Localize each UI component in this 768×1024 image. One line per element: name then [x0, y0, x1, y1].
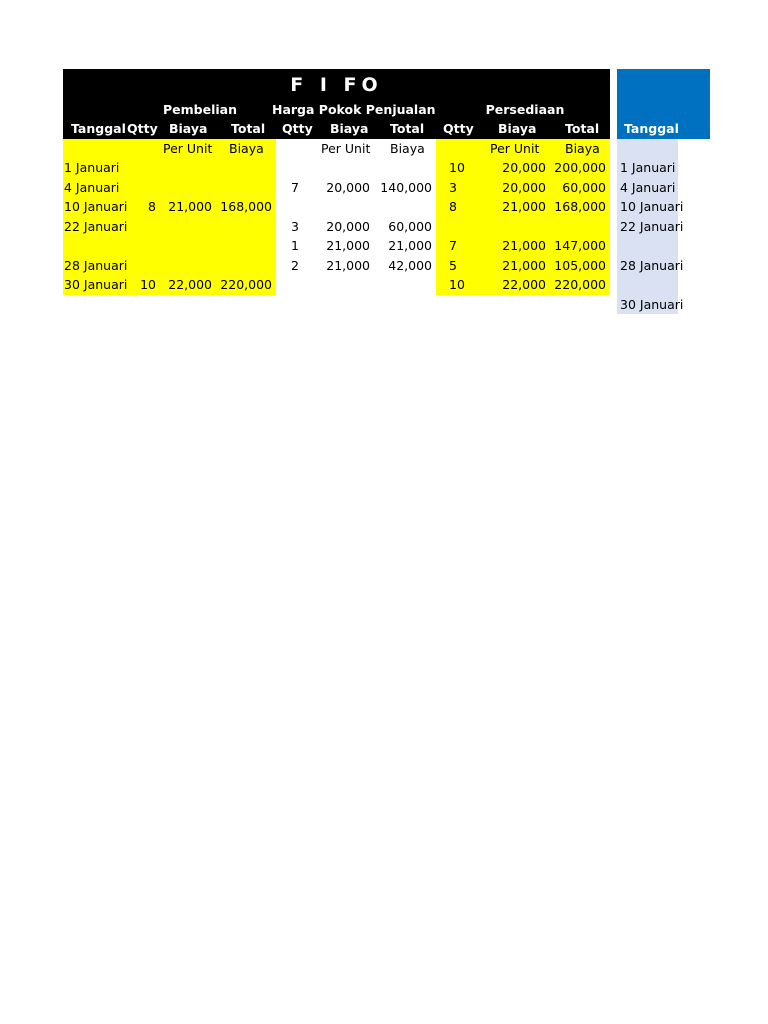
cell-pembelian-total: [216, 178, 272, 197]
col-header-h-biaya: Biaya: [330, 121, 369, 136]
cell-hpp-total: [376, 158, 432, 177]
cell-tanggal: 30 Januari: [64, 277, 128, 292]
col-header-right-tanggal: Tanggal: [624, 121, 679, 136]
cell-pembelian-per-unit: 22,000: [168, 277, 212, 292]
cell-persediaan-per-unit: [492, 217, 546, 236]
cell-persediaan-total: 168,000: [554, 199, 606, 214]
cell-hpp-per-unit: [320, 197, 370, 216]
cell-hpp-total: 140,000: [380, 179, 432, 195]
col-header-tanggal: Tanggal: [71, 121, 126, 136]
col-header-s-qtty: Qtty: [443, 121, 474, 136]
cell-pembelian-qtty: [120, 236, 156, 255]
cell-persediaan-qtty: 5: [449, 257, 457, 273]
cell-pembelian-total: 168,000: [220, 199, 272, 214]
cell-pembelian-qtty: [120, 295, 156, 314]
cell-persediaan-total: 220,000: [554, 277, 606, 292]
subheader-h-biaya: Biaya: [390, 141, 425, 156]
cell-persediaan-total: [550, 217, 606, 236]
cell-pembelian-qtty: [120, 158, 156, 177]
cell-persediaan-per-unit: 21,000: [502, 238, 546, 253]
subheader-s-per-unit: Per Unit: [490, 141, 540, 156]
cell-hpp-total: 60,000: [388, 218, 432, 234]
cell-hpp-per-unit: [320, 275, 370, 294]
cell-persediaan-per-unit: 20,000: [502, 179, 546, 195]
subheader-s-biaya: Biaya: [565, 141, 600, 156]
col-header-s-total: Total: [565, 121, 600, 136]
cell-tanggal: 22 Januari: [64, 218, 128, 234]
cell-persediaan-total: 147,000: [554, 238, 606, 253]
cell-hpp-qtty: 1: [291, 238, 299, 253]
cell-pembelian-qtty: 8: [148, 199, 156, 214]
cell-pembelian-total: [216, 158, 272, 177]
subheader-p-per-unit: Per Unit: [163, 141, 213, 156]
cell-hpp-total: 42,000: [388, 257, 432, 273]
cell-persediaan-qtty: 10: [449, 160, 465, 175]
cell-persediaan-per-unit: [492, 295, 546, 314]
cell-tanggal: 4 Januari: [64, 179, 120, 195]
cell-tanggal: 28 Januari: [64, 257, 128, 273]
cell-persediaan-per-unit: 20,000: [502, 160, 546, 175]
cell-pembelian-qtty: [120, 178, 156, 197]
cell-pembelian-per-unit: [160, 236, 212, 255]
cell-tanggal: 1 Januari: [64, 160, 120, 175]
cell-hpp-per-unit: 20,000: [326, 179, 370, 195]
sheet-title: F I FO: [290, 74, 383, 96]
cell-pembelian-total: 220,000: [220, 277, 272, 292]
cell-pembelian-total: [216, 256, 272, 275]
col-header-h-qtty: Qtty: [282, 121, 313, 136]
cell-hpp-qtty: 7: [291, 179, 299, 195]
subheader-h-per-unit: Per Unit: [321, 141, 371, 156]
cell-persediaan-qtty: 8: [449, 199, 457, 214]
cell-hpp-total: [376, 295, 432, 314]
cell-persediaan-total: 105,000: [554, 257, 606, 273]
cell-tanggal: 10 Januari: [64, 199, 128, 214]
group-header-hpp: Harga Pokok Penjualan: [272, 102, 436, 117]
col-header-p-total: Total: [231, 121, 266, 136]
cell-pembelian-qtty: 10: [140, 277, 156, 292]
cell-persediaan-qtty: 3: [449, 179, 457, 195]
cell-hpp-qtty: 3: [291, 218, 299, 234]
col-header-p-qtty: Qtty: [127, 121, 158, 136]
cell-persediaan-total: 60,000: [562, 179, 606, 195]
cell-right-tanggal: 28 Januari: [620, 257, 684, 273]
col-header-h-total: Total: [390, 121, 425, 136]
subheader-p-biaya: Biaya: [229, 141, 264, 156]
cell-persediaan-qtty: 10: [449, 277, 465, 292]
cell-right-tanggal: 30 Januari: [620, 296, 684, 312]
cell-persediaan-per-unit: 21,000: [502, 257, 546, 273]
cell-hpp-per-unit: 21,000: [326, 238, 370, 253]
cell-persediaan-total: 200,000: [554, 160, 606, 175]
cell-pembelian-qtty: [120, 256, 156, 275]
cell-persediaan-per-unit: 21,000: [502, 199, 546, 214]
cell-persediaan-qtty: 7: [449, 238, 457, 253]
cell-pembelian-total: [216, 295, 272, 314]
cell-hpp-qtty: 2: [291, 257, 299, 273]
cell-pembelian-per-unit: [160, 158, 212, 177]
group-header-persediaan: Persediaan: [485, 102, 565, 117]
cell-hpp-per-unit: 21,000: [326, 257, 370, 273]
cell-hpp-per-unit: 20,000: [326, 218, 370, 234]
cell-hpp-per-unit: [320, 158, 370, 177]
cell-pembelian-per-unit: [160, 295, 212, 314]
cell-pembelian-per-unit: 21,000: [168, 199, 212, 214]
cell-hpp-total: [376, 197, 432, 216]
cell-persediaan-total: [550, 295, 606, 314]
cell-right-tanggal: 1 Januari: [620, 160, 676, 175]
cell-persediaan-per-unit: 22,000: [502, 277, 546, 292]
cell-pembelian-qtty: [120, 217, 156, 236]
cell-right-tanggal: 10 Januari: [620, 199, 684, 214]
cell-right-tanggal: 22 Januari: [620, 218, 684, 234]
cell-pembelian-total: [216, 236, 272, 255]
cell-pembelian-per-unit: [160, 256, 212, 275]
group-header-pembelian: Pembelian: [163, 102, 237, 117]
cell-pembelian-total: [216, 217, 272, 236]
cell-hpp-total: 21,000: [388, 238, 432, 253]
cell-pembelian-per-unit: [160, 217, 212, 236]
cell-hpp-total: [376, 275, 432, 294]
col-header-p-biaya: Biaya: [169, 121, 208, 136]
cell-hpp-per-unit: [320, 295, 370, 314]
col-header-s-biaya: Biaya: [498, 121, 537, 136]
cell-right-tanggal: 4 Januari: [620, 179, 676, 195]
cell-pembelian-per-unit: [160, 178, 212, 197]
